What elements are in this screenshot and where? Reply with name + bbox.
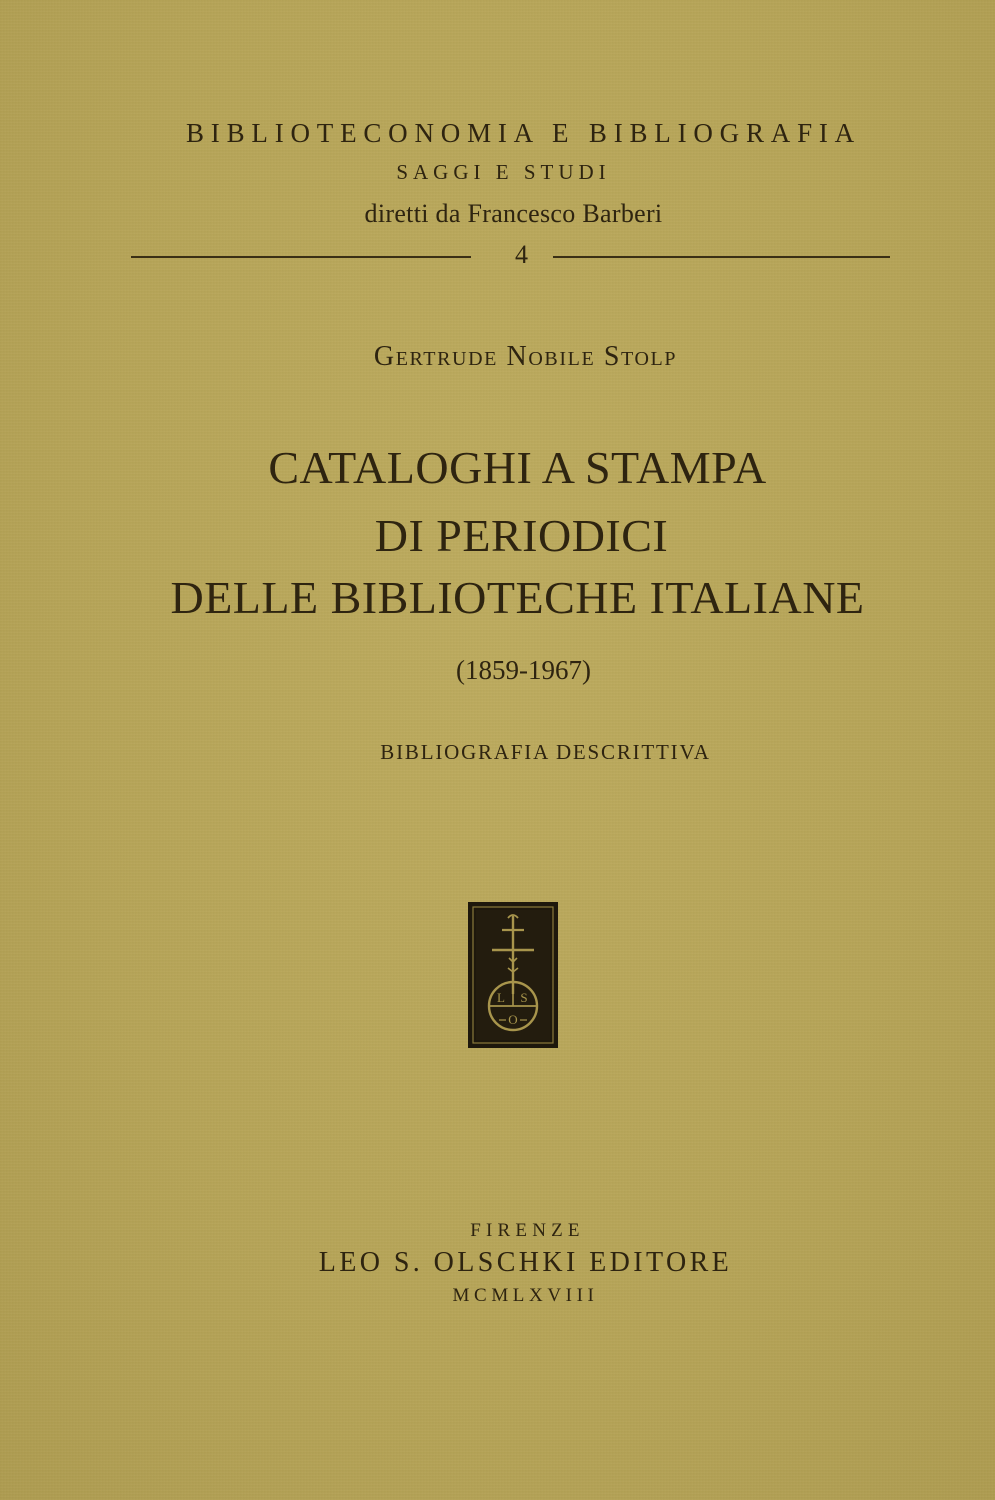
svg-text:S: S <box>520 990 528 1005</box>
series-editor: diretti da Francesco Barberi <box>364 199 663 228</box>
imprint-publisher: LEO S. OLSCHKI EDITORE <box>318 1247 733 1278</box>
volume-number: 4 <box>515 240 528 269</box>
author-name: Gertrude Nobile Stolp <box>373 341 678 372</box>
date-range: (1859-1967) <box>456 655 591 685</box>
book-subtitle: BIBLIOGRAFIA DESCRITTIVA <box>380 740 711 764</box>
book-title-line-1: CATALOGHI A STAMPA <box>268 442 767 493</box>
series-title: BIBLIOTECONOMIA E BIBLIOGRAFIA <box>186 118 861 148</box>
book-title-line-2: DI PERIODICI <box>374 510 669 561</box>
series-subtitle: SAGGI E STUDI <box>396 160 611 184</box>
book-title-line-3: DELLE BIBLIOTECHE ITALIANE <box>170 572 865 623</box>
svg-text:O: O <box>508 1012 518 1027</box>
imprint-year: MCMLXVIII <box>452 1285 599 1306</box>
divider-rule-right <box>553 256 890 258</box>
printer-mark-cross-orb-icon <box>468 902 558 1048</box>
svg-text:L: L <box>497 990 505 1005</box>
imprint-place: FIRENZE <box>470 1220 585 1241</box>
